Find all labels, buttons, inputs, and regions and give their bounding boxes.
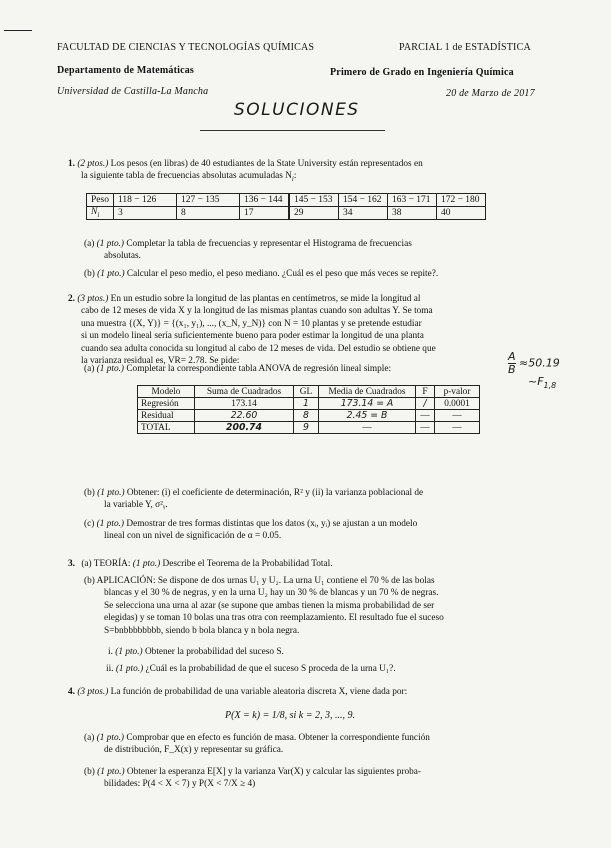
q3-part-b-i: i. (1 pto.) Obtener la probabilidad del suceso S. <box>108 647 284 657</box>
university-name: Universidad de Castilla-La Mancha <box>57 86 209 97</box>
faculty-name: FACULTAD DE CIENCIAS Y TECNOLOGÍAS QUÍMICAS <box>57 42 315 53</box>
q4-statement: 4. (3 ptos.) La función de probabilidad de una variable aleatoria discreta X, viene dada por: <box>68 687 408 697</box>
handwritten-note: $\frac{A}{B}$ ≈50.19 $\sim F_{1,8}$ <box>508 350 560 391</box>
q4-part-a: (a) (1 pto.) Comprobar que en efecto es función de masa. Obtener la correspondiente función de distribución, F_X(x) y representar su gráfica. <box>84 733 430 756</box>
q1-line2: la siguiente tabla de frecuencias absolutas acumuladas N <box>81 171 292 182</box>
title-underline <box>200 130 385 131</box>
table-row: TOTAL 200.74 9 — — — <box>138 422 480 434</box>
degree-name: Primero de Grado en Ingeniería Química <box>330 67 514 78</box>
q2-part-a: (a) (1 pto.) Completar la correspondiente tabla ANOVA de regresión lineal simple: <box>84 364 392 374</box>
row-label: $N_i$ <box>87 207 114 220</box>
pen-mark <box>4 30 32 31</box>
q3-part-b: (b) APLICACIÓN: Se dispone de dos urnas U₁ y U₂. La urna U₁ contiene el 70 % de las bolas blancas y el 30 % de negras, y en la urna U₂ hay un 30 % de blancas y un 70 % de negras. Se selecciona una urna al azar (se supone que ambas tienen la misma probabilidad de ser elegidas) y se toman 10 bolas una tras otra con reemplazamiento. El resultado fue el suceso S=bnbbbbbbbb, siendo b bola blanca y n bola negra. <box>84 576 444 636</box>
anova-table <box>137 385 480 434</box>
q2-part-b: (b) (1 pto.) Obtener: (i) el coeficiente de determinación, R² y (ii) la varianza poblacional de la variable Y, σ²ᵧ. <box>84 488 424 511</box>
q4-part-b: (b) (1 pto.) Obtener la esperanza E[X] y la varianza Var(X) y calcular las siguientes proba- bilidades: P(4 < X < 7) y P(X < 7/X ≥ 4) <box>84 767 421 790</box>
page-title: SOLUCIONES <box>234 100 360 120</box>
exam-name: PARCIAL 1 de ESTADÍSTICA <box>399 42 531 53</box>
q1-part-a: (a) (1 pto.) Completar la tabla de frecuencias y representar el Histograma de frecuencias absolutas. <box>84 239 412 262</box>
q1-statement: 1. (2 ptos.) Los pesos (en libras) de 40 estudiantes de la State University están representados en la siguiente tabla de frecuencias absolutas acumuladas $N_i$: <box>68 159 423 184</box>
q2-part-c: (c) (1 pto.) Demostrar de tres formas distintas que los datos (xᵢ, yᵢ) se ajustan a un modelo lineal con un nivel de significación de α = 0.05. <box>84 519 418 542</box>
table-row: Residual 22.60 8 2.45 = B — — <box>138 410 480 422</box>
table-row: Regresión 173.14 1 173.14 = A / 0.0001 <box>138 398 480 410</box>
frequency-table <box>86 193 486 220</box>
q1-number: 1. <box>68 159 75 169</box>
row-label: Peso <box>87 194 114 207</box>
q2-statement: 2. (3 ptos.) En un estudio sobre la longitud de las plantas en centímetros, se mide la longitud al cabo de 12 meses de vida X y la longitud de las mismas plantas cuando son adultas Y. Se toma una muestra {(X, Y)} = {(x₁, y₁), ..., (x_N, y_N)} con N = 10 plantas y se pretende estudiar si un modelo lineal sería suficientemente bueno para poder estimar la longitud de una planta cuando sea adulta conocida su longitud al cabo de 12 meses de vida. Del estudio se obtiene que la varianza residual es, VR= 2.78. Se pide: <box>68 294 436 367</box>
exam-date: 20 de Marzo de 2017 <box>446 88 535 99</box>
q1-line1: Los pesos (en libras) de 40 estudiantes de la State University están representados en <box>110 159 423 169</box>
q1-part-b: (b) (1 pto.) Calcular el peso medio, el peso mediano. ¿Cuál es el peso que más veces se repite?. <box>84 269 439 279</box>
q3-part-a: 3. (a) TEORÍA: (1 pto.) Describe el Teorema de la Probabilidad Total. <box>68 559 333 569</box>
department-name: Departamento de Matemáticas <box>57 65 195 76</box>
q3-part-b-ii: ii. (1 pto.) ¿Cuál es la probabilidad de que el suceso S proceda de la urna U₁?. <box>106 664 396 674</box>
q1-points: (2 ptos.) <box>77 159 109 169</box>
table-row: $N_i$ 3 8 17 29 34 38 40 <box>87 207 486 220</box>
table-header-row: Modelo Suma de Cuadrados GL Media de Cuadrados F p-valor <box>138 386 480 398</box>
q4-formula: P(X = k) = 1/8, si k = 2, 3, ..., 9. <box>225 710 355 721</box>
table-row: Peso 118 − 126 127 − 135 136 − 144 145 − 153 154 − 162 163 − 171 172 − 180 <box>87 194 486 207</box>
